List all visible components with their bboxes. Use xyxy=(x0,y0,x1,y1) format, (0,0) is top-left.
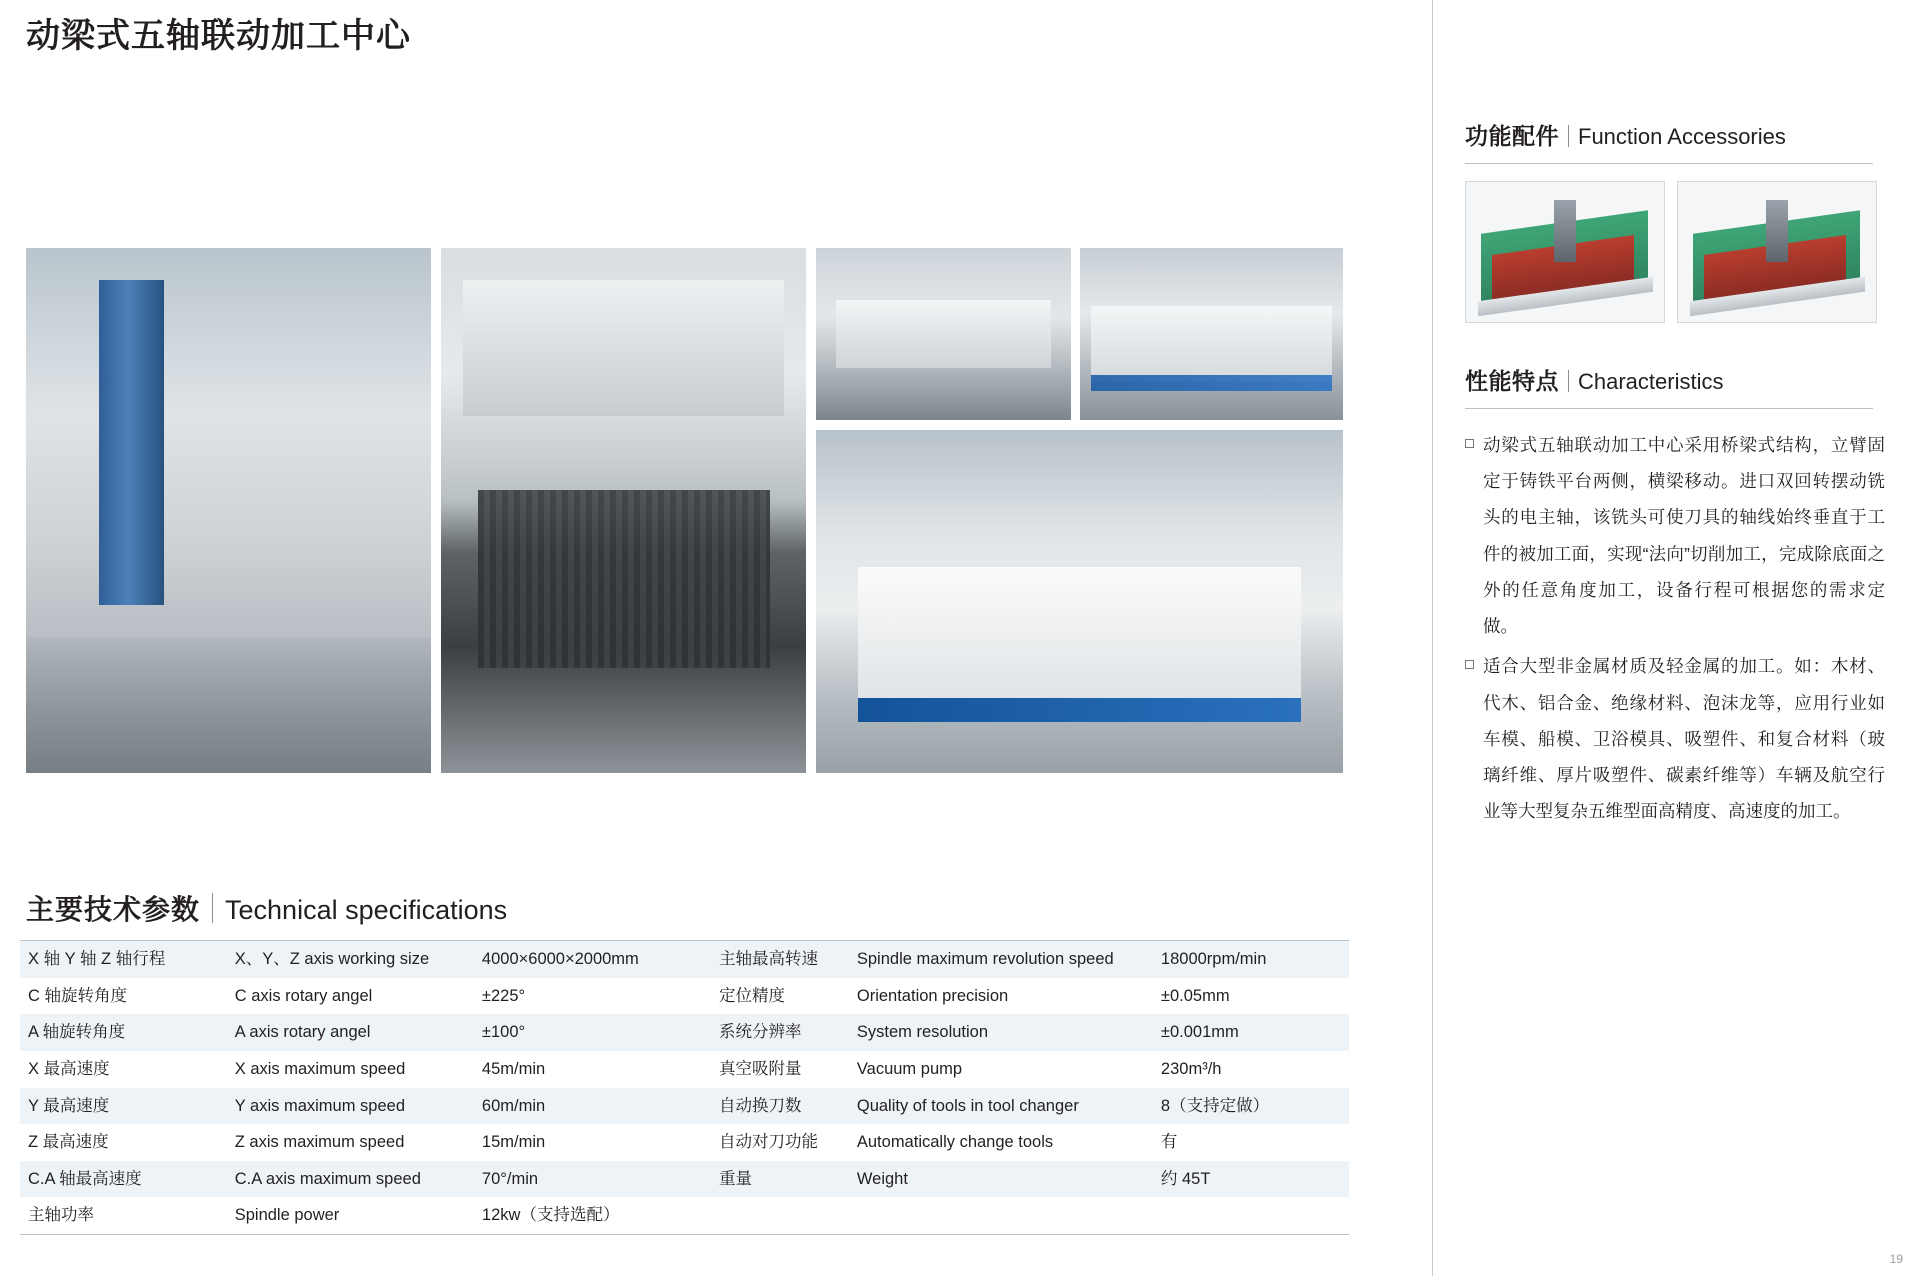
assembly-line-photo xyxy=(816,430,1343,773)
column-divider xyxy=(1432,0,1433,1276)
spec-cn-label: X 轴 Y 轴 Z 轴行程 xyxy=(20,941,227,978)
spec-en-label: Automatically change tools xyxy=(849,1124,1153,1161)
spec-value: 45m/min xyxy=(474,1051,711,1088)
spec-cn-label: C.A 轴最高速度 xyxy=(20,1161,227,1198)
table-row xyxy=(20,941,1349,978)
spec-cn-label: 自动对刀功能 xyxy=(711,1124,849,1161)
spec-value: ±0.001mm xyxy=(1153,1014,1349,1051)
spec-en-label: Y axis maximum speed xyxy=(227,1088,474,1125)
table-row xyxy=(20,1197,1349,1234)
spec-en-label: C axis rotary angel xyxy=(227,978,474,1015)
characteristics-heading-en: Characteristics xyxy=(1578,369,1724,394)
page-title: 动梁式五轴联动加工中心 xyxy=(26,17,411,55)
spec-en-label: X、Y、Z axis working size xyxy=(227,941,474,978)
photo-collage xyxy=(26,248,1343,773)
spec-en-label xyxy=(849,1197,1153,1234)
characteristics-heading xyxy=(1465,363,1885,396)
spec-en-label: X axis maximum speed xyxy=(227,1051,474,1088)
page-number: 19 xyxy=(1889,1252,1903,1266)
square-bullet-icon xyxy=(1465,660,1474,669)
table-row xyxy=(20,978,1349,1015)
accessories-heading-en: Function Accessories xyxy=(1578,124,1786,149)
heading-divider xyxy=(212,893,213,923)
spec-cn-label xyxy=(711,1197,849,1234)
spec-cn-label: A 轴旋转角度 xyxy=(20,1014,227,1051)
heading-divider xyxy=(1568,125,1569,147)
spec-value: 约 45T xyxy=(1153,1161,1349,1198)
worktable-photo xyxy=(441,248,806,773)
spec-cn-label: 系统分辨率 xyxy=(711,1014,849,1051)
spec-value: 有 xyxy=(1153,1124,1349,1161)
accessory-render-left xyxy=(1465,181,1665,323)
spec-en-label: Weight xyxy=(849,1161,1153,1198)
machine-overview-photo xyxy=(26,248,431,773)
spec-value: 8（支持定做） xyxy=(1153,1088,1349,1125)
spec-value: 230m³/h xyxy=(1153,1051,1349,1088)
spec-cn-label: 主轴功率 xyxy=(20,1197,227,1234)
spec-en-label: Quality of tools in tool changer xyxy=(849,1088,1153,1125)
list-item-text: 动梁式五轴联动加工中心采用桥梁式结构，立臂固定于铸铁平台两侧，横梁移动。进口双回转摆动铣头的电主轴，该铣头可使刀具的轴线始终垂直于工件的被加工面，实现“法向”切削加工，完成除底面之外的任意角度加工，设备行程可根据您的需求定做。 xyxy=(1483,435,1885,637)
spec-cn-label: 自动换刀数 xyxy=(711,1088,849,1125)
square-bullet-icon xyxy=(1465,439,1474,448)
spec-value: ±225° xyxy=(474,978,711,1015)
spec-value: 4000×6000×2000mm xyxy=(474,941,711,978)
specs-heading-cn: 主要技术参数 xyxy=(26,894,201,925)
spec-value: 12kw（支持选配） xyxy=(474,1197,711,1234)
spec-cn-label: 定位精度 xyxy=(711,978,849,1015)
spec-value: 70°/min xyxy=(474,1161,711,1198)
spec-cn-label: Y 最高速度 xyxy=(20,1088,227,1125)
accessory-render-right xyxy=(1677,181,1877,323)
spec-value xyxy=(1153,1197,1349,1234)
spec-en-label: Spindle maximum revolution speed xyxy=(849,941,1153,978)
spec-en-label: Vacuum pump xyxy=(849,1051,1153,1088)
spec-cn-label: X 最高速度 xyxy=(20,1051,227,1088)
spec-cn-label: C 轴旋转角度 xyxy=(20,978,227,1015)
list-item-text: 适合大型非金属材质及轻金属的加工。如：木材、代木、铝合金、绝缘材料、泡沫龙等，应用行业如车模、船模、卫浴模具、吸塑件、和复合材料（玻璃纤维、厚片吸塑件、碳素纤维等）车辆及航空行业等大型复杂五维型面高精度、高速度的加工。 xyxy=(1483,656,1885,822)
characteristics-list xyxy=(1465,427,1885,829)
heading-rule xyxy=(1465,408,1873,409)
specs-heading xyxy=(26,888,507,928)
spec-cn-label: Z 最高速度 xyxy=(20,1124,227,1161)
spec-value: 60m/min xyxy=(474,1088,711,1125)
spec-value: 18000rpm/min xyxy=(1153,941,1349,978)
spec-cn-label: 真空吸附量 xyxy=(711,1051,849,1088)
gantry-frame-photo xyxy=(816,248,1071,420)
spec-en-label: A axis rotary angel xyxy=(227,1014,474,1051)
spec-value: ±100° xyxy=(474,1014,711,1051)
table-row xyxy=(20,1161,1349,1198)
spec-cn-label: 重量 xyxy=(711,1161,849,1198)
technical-specifications-table xyxy=(20,940,1349,1235)
table-row xyxy=(20,1014,1349,1051)
list-item xyxy=(1465,648,1885,829)
enclosure-photo xyxy=(1080,248,1343,420)
spec-cn-label: 主轴最高转速 xyxy=(711,941,849,978)
table-row xyxy=(20,1088,1349,1125)
table-row xyxy=(20,1051,1349,1088)
spec-en-label: Orientation precision xyxy=(849,978,1153,1015)
accessories-images xyxy=(1465,181,1885,323)
accessories-heading xyxy=(1465,118,1885,151)
spec-value: ±0.05mm xyxy=(1153,978,1349,1015)
table-row xyxy=(20,1124,1349,1161)
specs-heading-en: Technical specifications xyxy=(225,895,508,925)
spec-en-label: Z axis maximum speed xyxy=(227,1124,474,1161)
spec-value: 15m/min xyxy=(474,1124,711,1161)
accessories-heading-cn: 功能配件 xyxy=(1465,123,1559,149)
right-column xyxy=(1465,0,1885,1276)
spec-en-label: System resolution xyxy=(849,1014,1153,1051)
heading-rule xyxy=(1465,163,1873,164)
characteristics-heading-cn: 性能特点 xyxy=(1465,368,1559,394)
heading-divider xyxy=(1568,370,1569,392)
spec-en-label: Spindle power xyxy=(227,1197,474,1234)
list-item xyxy=(1465,427,1885,644)
spec-en-label: C.A axis maximum speed xyxy=(227,1161,474,1198)
